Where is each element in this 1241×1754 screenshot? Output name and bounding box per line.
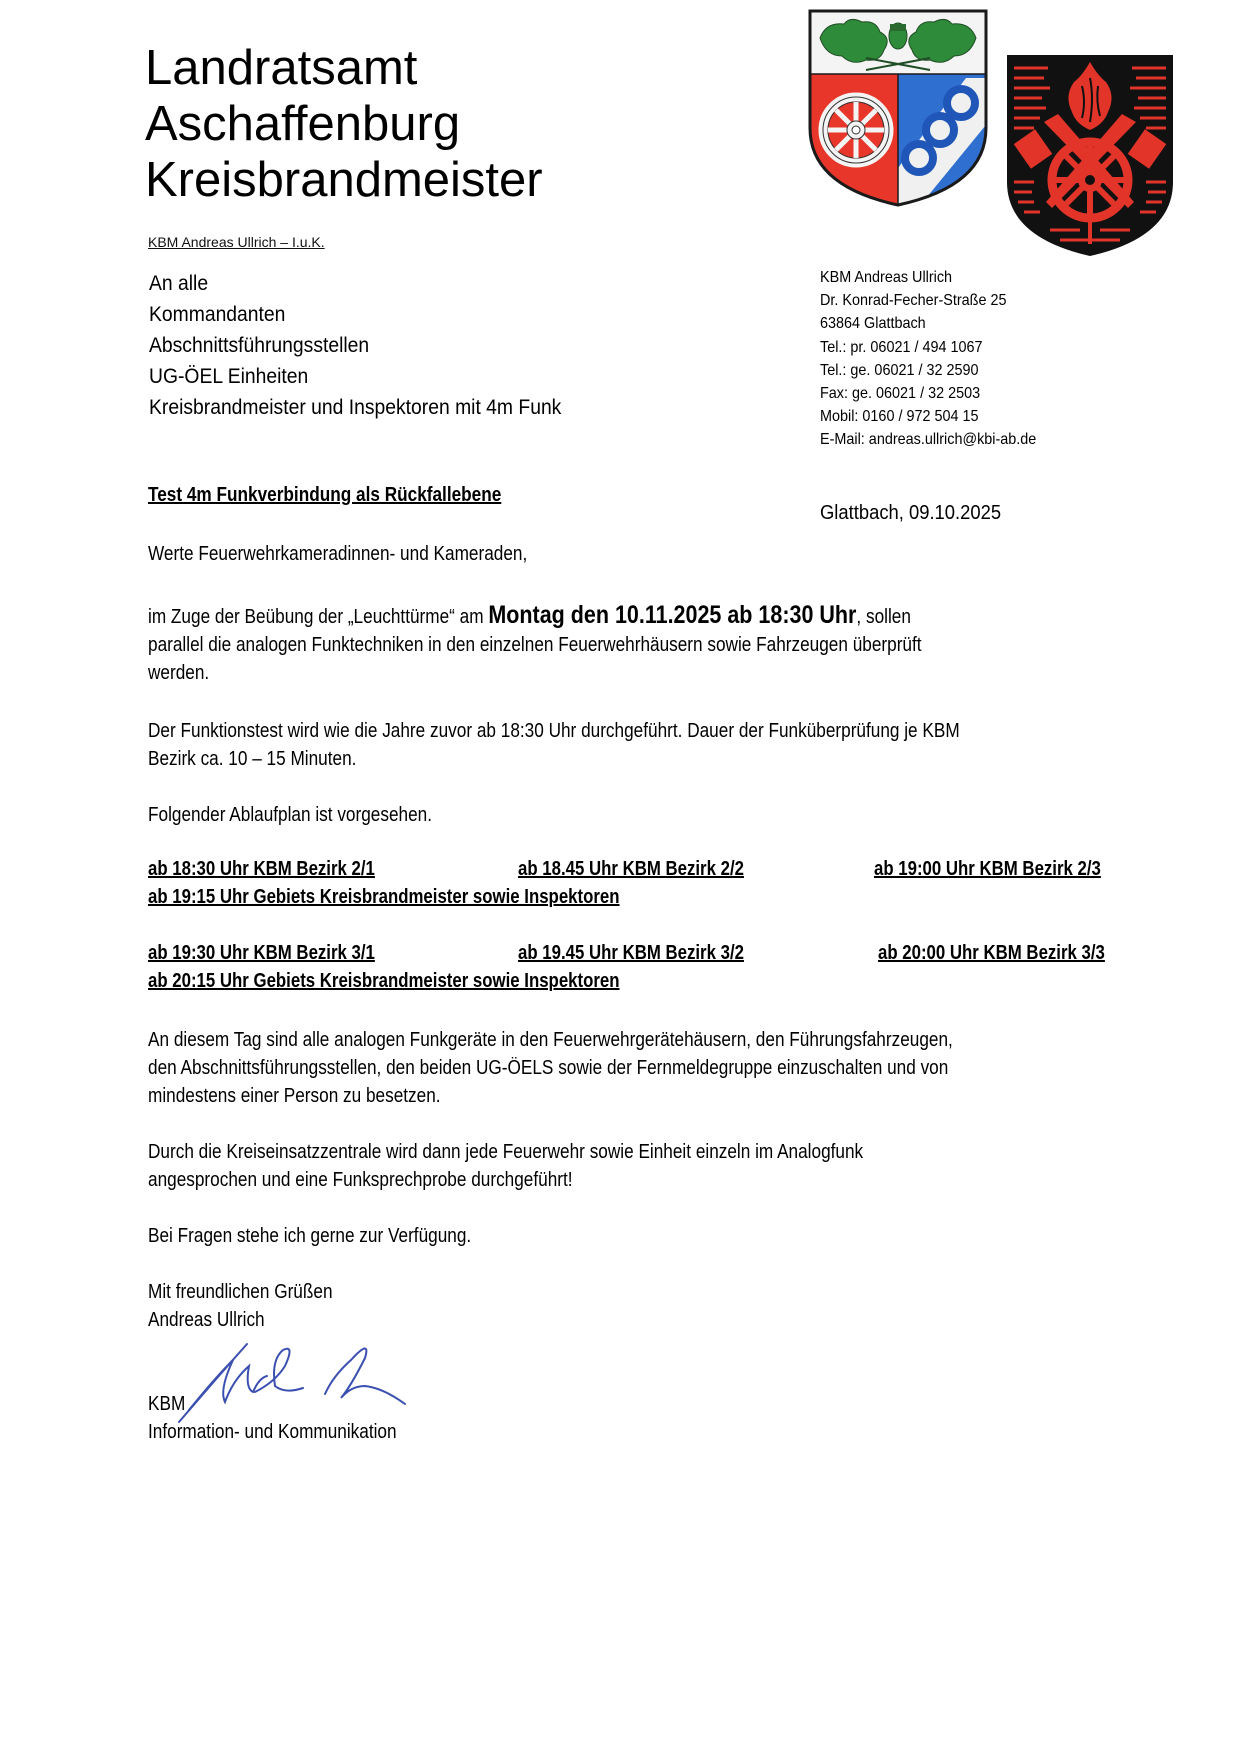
paragraph-duration: Der Funktionstest wird wie die Jahre zuvor ab 18:30 Uhr durchgeführt. Dauer der Funküberprüfung je KBM Bezirk ca. 10 – 15 Minuten. bbox=[148, 720, 960, 770]
schedule-item: ab 18.45 Uhr KBM Bezirk 2/2 bbox=[518, 858, 744, 880]
letterhead-line-3: Kreisbrandmeister bbox=[145, 153, 543, 207]
schedule-item: ab 19:00 Uhr KBM Bezirk 2/3 bbox=[874, 858, 1101, 880]
intro-line-2: parallel die analogen Funktechniken in den einzelnen Feuerwehrhäusern sowie Fahrzeugen überprüft bbox=[148, 634, 922, 656]
letter-subject: Test 4m Funkverbindung als Rückfallebene bbox=[148, 484, 502, 506]
recipient-line: An alle bbox=[149, 272, 209, 295]
letterhead-title bbox=[145, 40, 543, 208]
schedule-item-final: ab 19:15 Uhr Gebiets Kreisbrandmeister sowie Inspektoren bbox=[148, 886, 620, 908]
recipient-line: Kommandanten bbox=[149, 303, 286, 326]
recipient-line: Kreisbrandmeister und Inspektoren mit 4m Funk bbox=[149, 396, 562, 419]
sender-mobile: Mobil: 0160 / 972 504 15 bbox=[820, 408, 979, 426]
letterhead-line-2: Aschaffenburg bbox=[145, 97, 461, 151]
paragraph-instructions: An diesem Tag sind alle analogen Funkgeräte in den Feuerwehrgerätehäusern, den Führungsfahrzeugen, den Abschnittsführungsstellen, den beiden UG-ÖELS sowie der Fernmeldegruppe einzuschalten und von mindestens einer Person zu besetzen. bbox=[148, 1029, 953, 1107]
paragraph-procedure: Durch die Kreiseinsatzzentrale wird dann jede Feuerwehr sowie Einheit einzeln im Analogfunk angesprochen und eine Funksprechprobe durchgeführt! bbox=[148, 1141, 864, 1191]
sender-name: KBM Andreas Ullrich bbox=[820, 269, 953, 286]
salutation-text: Werte Feuerwehrkameradinnen- und Kameraden, bbox=[148, 543, 528, 565]
letterhead-line-1: Landratsamt bbox=[145, 41, 418, 95]
closing-greeting: Mit freundlichen Grüßen bbox=[148, 1281, 333, 1303]
paragraph-questions: Bei Fragen stehe ich gerne zur Verfügung. bbox=[148, 1225, 472, 1247]
signatory-block bbox=[148, 1390, 1241, 1446]
sender-fax: Fax: ge. 06021 / 32 2503 bbox=[820, 385, 981, 403]
schedule-item-final: ab 20:15 Uhr Gebiets Kreisbrandmeister sowie Inspektoren bbox=[148, 970, 620, 992]
intro-line-3: werden. bbox=[148, 662, 210, 684]
county-coat-of-arms-icon bbox=[806, 8, 990, 208]
paragraph-intro bbox=[148, 601, 1241, 687]
signatory-title: KBM bbox=[148, 1393, 186, 1415]
closing-name: Andreas Ullrich bbox=[148, 1309, 265, 1331]
paragraph-schedule-intro: Folgender Ablaufplan ist vorgesehen. bbox=[148, 804, 433, 826]
intro-line-1: im Zuge der Beübung der „Leuchttürme“ am Montag den 10.11.2025 ab 18:30 Uhr, sollen bbox=[148, 601, 911, 629]
recipient-line: UG-ÖEL Einheiten bbox=[149, 365, 309, 388]
sender-street: Dr. Konrad-Fecher-Straße 25 bbox=[820, 292, 1007, 310]
letter-date: Glattbach, 09.10.2025 bbox=[820, 502, 1002, 524]
sender-phone-private: Tel.: pr. 06021 / 494 1067 bbox=[820, 338, 983, 356]
sender-reference-line: KBM Andreas Ullrich – I.u.K. bbox=[148, 234, 325, 250]
sender-email[interactable]: E-Mail: andreas.ullrich@kbi-ab.de bbox=[820, 431, 1037, 449]
event-date-highlight: Montag den 10.11.2025 ab 18:30 Uhr bbox=[488, 601, 857, 629]
salutation bbox=[148, 540, 1241, 568]
schedule-item: ab 19:30 Uhr KBM Bezirk 3/1 bbox=[148, 942, 375, 964]
schedule-item: ab 18:30 Uhr KBM Bezirk 2/1 bbox=[148, 858, 375, 880]
sender-phone-business: Tel.: ge. 06021 / 32 2590 bbox=[820, 361, 979, 379]
fire-brigade-emblem-icon bbox=[1004, 52, 1176, 258]
recipient-line: Abschnittsführungsstellen bbox=[149, 334, 370, 357]
signatory-department: Information- und Kommunikation bbox=[148, 1421, 397, 1443]
schedule-item: ab 19.45 Uhr KBM Bezirk 3/2 bbox=[518, 942, 744, 964]
sender-city: 63864 Glattbach bbox=[820, 315, 926, 333]
schedule-item: ab 20:00 Uhr KBM Bezirk 3/3 bbox=[878, 942, 1105, 964]
closing-block bbox=[148, 1278, 1241, 1334]
recipient-list bbox=[149, 268, 597, 423]
sender-address-block bbox=[820, 266, 1060, 452]
